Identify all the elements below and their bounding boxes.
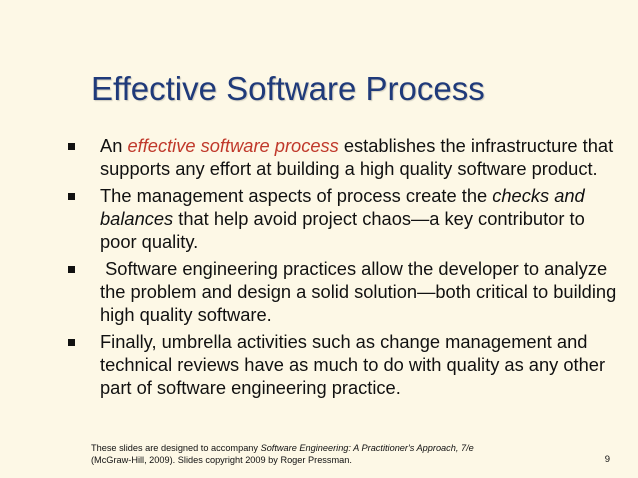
bullet-item — [66, 134, 626, 180]
footer-text: (McGraw-Hill, 2009). Slides copyright 2009 by Roger Pressman. — [91, 455, 352, 465]
footer-note — [91, 442, 474, 466]
bullet-item — [66, 257, 626, 326]
slide-title: Effective Software Process — [91, 70, 485, 107]
bullet-text: Finally, umbrella activities such as change management and technical reviews have as much to do with quality as any other part of software engineering practice. — [100, 331, 606, 398]
bullet-text: Software engineering practices allow the developer to analyze the problem and design a solid solution—both critical to building high quality software. — [100, 258, 622, 325]
bullet-list — [66, 134, 626, 403]
bullet-text: establishes the infrastructure that supports any effort at building a high quality software product. — [100, 135, 614, 179]
bullet-text: that help avoid project chaos—a key contributor to poor quality. — [100, 208, 585, 252]
bullet-emphasis: checks and balances — [100, 185, 585, 229]
bullet-item — [66, 330, 626, 399]
bullet-text: An — [100, 135, 128, 156]
square-bullet-icon — [68, 143, 75, 150]
square-bullet-icon — [68, 339, 75, 346]
bullet-emphasis: effective software process — [127, 135, 339, 156]
page-number: 9 — [604, 454, 610, 465]
footer-text: These slides are designed to accompany — [91, 443, 261, 453]
footer-book-title: Software Engineering: A Practitioner's Approach, 7/e — [260, 443, 474, 453]
bullet-text: The management aspects of process create the — [100, 185, 493, 206]
square-bullet-icon — [68, 193, 75, 200]
square-bullet-icon — [68, 266, 75, 273]
bullet-item — [66, 184, 626, 253]
